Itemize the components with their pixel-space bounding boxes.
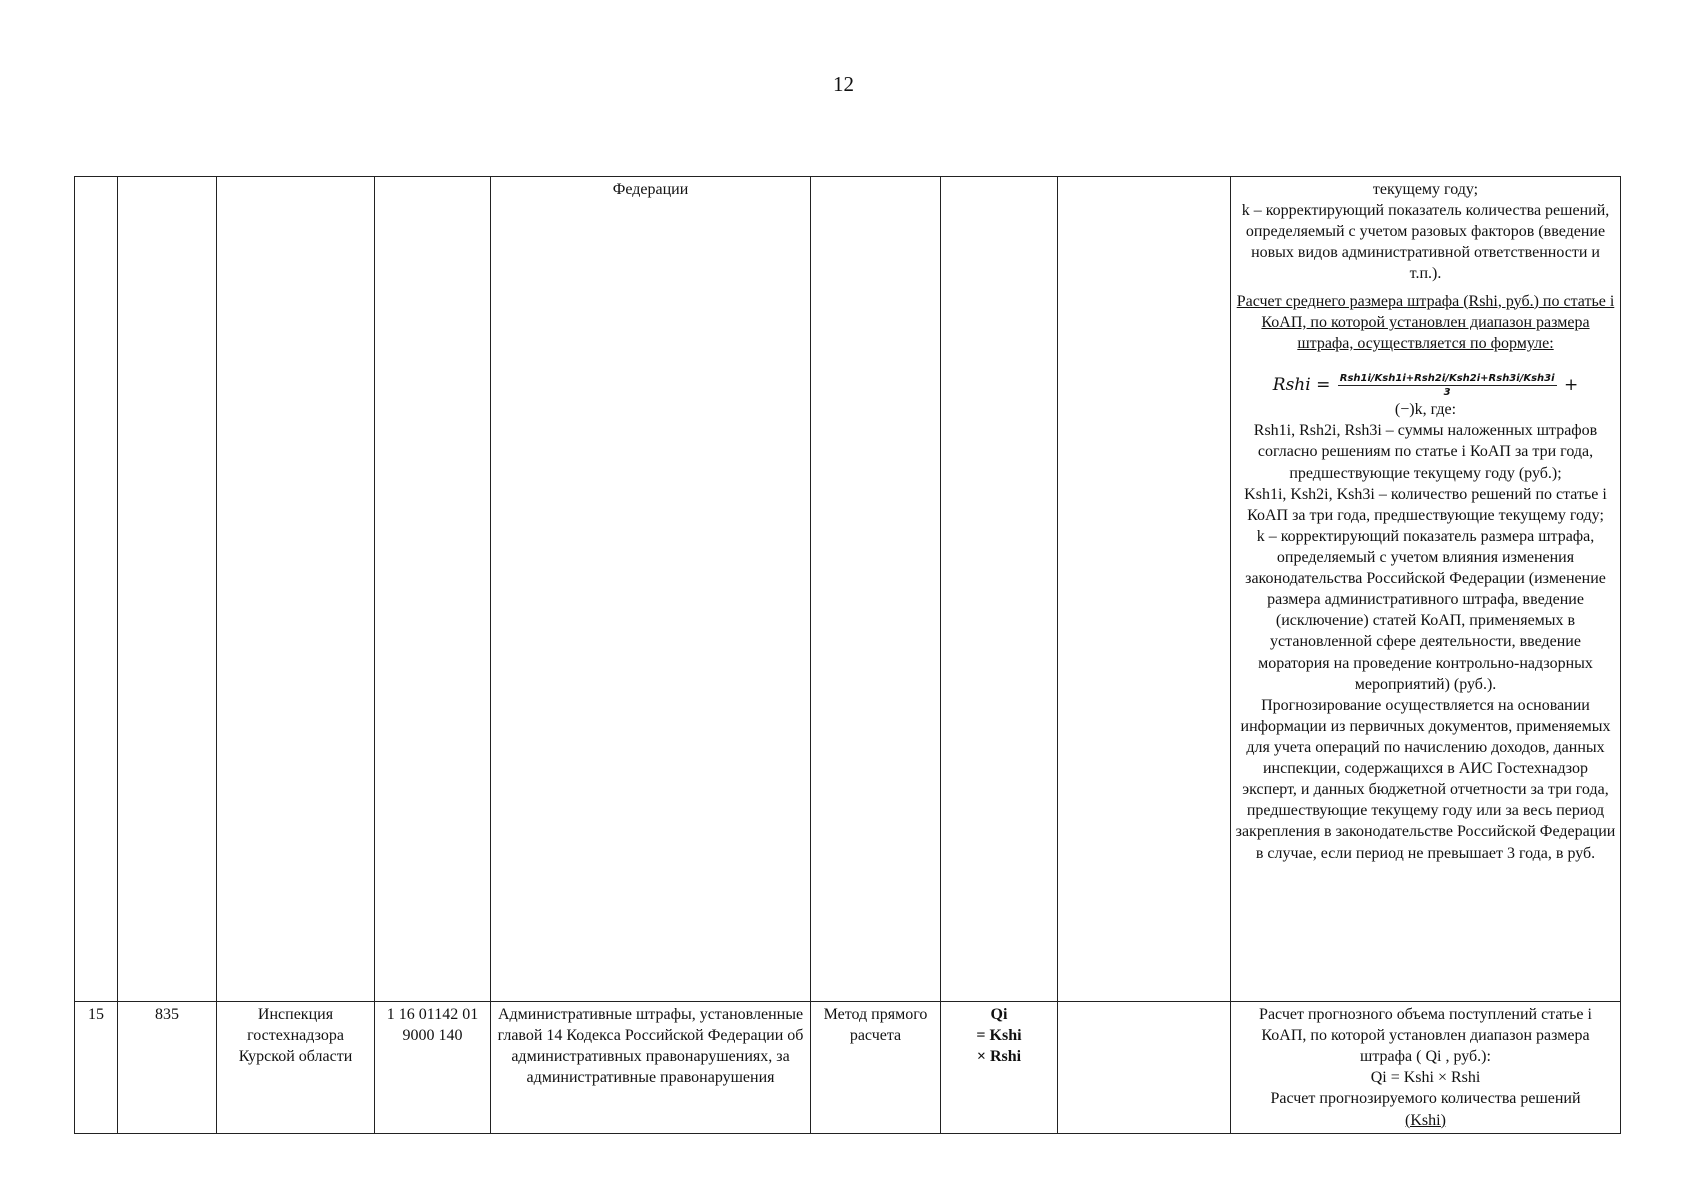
- method-cell: [811, 177, 941, 1002]
- empty-cell: [1058, 1002, 1231, 1134]
- formula-numerator: Rsh1i/Ksh1i+Rsh2i/Ksh2i+Rsh3i/Ksh3i: [1338, 372, 1557, 386]
- admin-name-cell: [217, 177, 375, 1002]
- row-number-cell: 15: [75, 1002, 118, 1134]
- formula-line: = Kshi: [976, 1027, 1022, 1045]
- table-row-15: [75, 1002, 1621, 1134]
- description-paragraph: Ksh1i, Ksh2i, Ksh3i – количество решений по статье i КоАП за три года, предшествующие текущему году;: [1244, 485, 1607, 524]
- page-number: 12: [833, 72, 854, 96]
- description-paragraph: Прогнозирование осуществляется на основании информации из первичных документов, применяемых для учета операций по начислению доходов, данных инспекции, содержащихся в АИС Гостехнадзор эксперт, и данных бюджетной отчетности за три года, предшествующие текущему году или за весь период закрепления в законодательстве Российской Федерации в случае, если период не превышает 3 года, в руб.: [1235, 696, 1616, 862]
- algorithm-line: Расчет прогнозируемого количества решений: [1270, 1090, 1581, 1108]
- description-paragraph: k – корректирующий показатель размера штрафа, определяемый с учетом влияния изменения законодательства Российской Федерации (изменение размера административного штрафа, введение (исключение) статей КоАП, применяемых в установленной сфере деятельности, введение моратория на проведение контрольно-надзорных мероприятий) (руб.).: [1245, 527, 1606, 693]
- forecast-methods-table: [74, 176, 1621, 1134]
- algorithm-line: (Kshi): [1405, 1111, 1446, 1129]
- admin-code-cell: 835: [118, 1002, 217, 1134]
- algorithm-line: Расчет прогнозного объема поступлений статье i КоАП, по которой установлен диапазон размера штрафа ( Qi , руб.):: [1259, 1006, 1592, 1066]
- algorithm-line: Qi = Kshi × Rshi: [1370, 1069, 1481, 1087]
- row-number-cell: [75, 177, 118, 1002]
- formula-fraction: [1338, 372, 1557, 399]
- revenue-name-cell: Административные штрафы, установленные главой 14 Кодекса Российской Федерации об административных правонарушениях, за административные правонарушения: [491, 1002, 811, 1134]
- avg-fine-formula: [1235, 372, 1616, 399]
- kbk-cell: [375, 177, 491, 1002]
- formula-denominator: 3: [1443, 387, 1451, 399]
- empty-cell: [1058, 177, 1231, 1002]
- algorithm-description-cell: [1231, 177, 1621, 1002]
- description-paragraph: текущему году;: [1372, 181, 1479, 198]
- description-paragraph: Rsh1i, Rsh2i, Rsh3i – суммы наложенных штрафов согласно решениям по статье i КоАП за три года, предшествующие текущему году (руб.);: [1253, 422, 1598, 482]
- formula-line: × Rshi: [976, 1048, 1022, 1066]
- continuation-row: [75, 177, 1621, 1002]
- formula-cell: [941, 177, 1058, 1002]
- admin-code-cell: [118, 177, 217, 1002]
- formula-lhs: Rshi =: [1272, 375, 1336, 396]
- description-paragraph: k – корректирующий показатель количества решений, определяемый с учетом разовых факторов (введение новых видов административной ответственности и т.п.).: [1241, 202, 1610, 283]
- revenue-name-cell: Федерации: [491, 177, 811, 1002]
- kbk-cell: 1 16 01142 01 9000 140: [375, 1002, 491, 1134]
- algorithm-description-cell: [1231, 1002, 1621, 1134]
- avg-fine-heading: Расчет среднего размера штрафа (Rshi, руб.) по статье i КоАП, по которой установлен диапазон размера штрафа, осуществляется по формуле:: [1236, 292, 1615, 352]
- formula-tail: (−)k, где:: [1394, 401, 1457, 419]
- admin-name-cell: Инспекция гостехнадзора Курской области: [217, 1002, 375, 1134]
- formula-plus: +: [1563, 375, 1579, 396]
- formula-line: Qi: [990, 1006, 1008, 1023]
- formula-cell: [941, 1002, 1058, 1134]
- method-cell: Метод прямого расчета: [811, 1002, 941, 1134]
